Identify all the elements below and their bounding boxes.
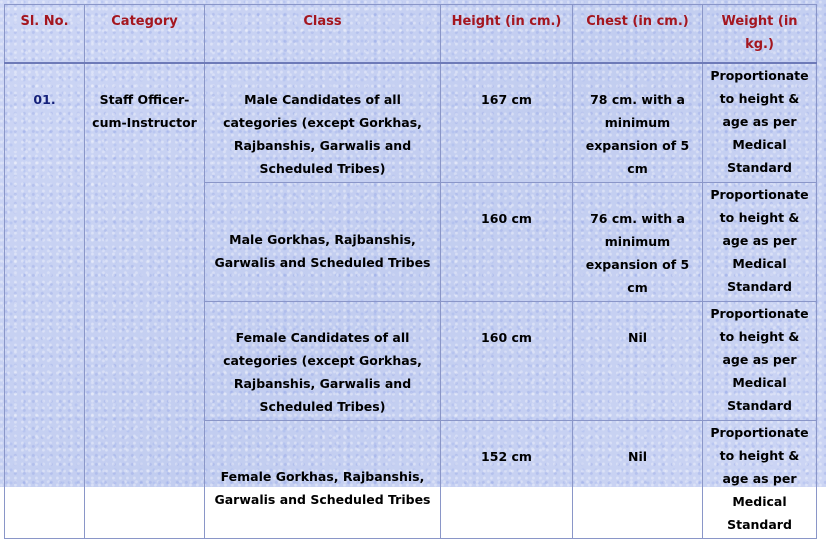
category-cell: Staff Officer-cum-Instructor xyxy=(85,63,205,539)
weight-cell: Proportionate to height & age as per Medical Standard xyxy=(703,301,817,420)
class-cell: Male Gorkhas, Rajbanshis, Garwalis and Scheduled Tribes xyxy=(205,182,441,301)
header-chest: Chest (in cm.) xyxy=(573,5,703,63)
weight-cell: Proportionate to height & age as per Medical Standard xyxy=(703,420,817,538)
chest-cell: 76 cm. with a minimum expansion of 5 cm xyxy=(573,182,703,301)
header-category: Category xyxy=(85,5,205,63)
header-sl-no: Sl. No. xyxy=(5,5,85,63)
header-class: Class xyxy=(205,5,441,63)
class-cell: Female Candidates of all categories (except Gorkhas, Rajbanshis, Garwalis and Scheduled Tribes) xyxy=(205,301,441,420)
height-cell: 160 cm xyxy=(441,301,573,420)
table-row xyxy=(5,63,817,183)
sl-no-cell: 01. xyxy=(5,63,85,539)
height-cell: 152 cm xyxy=(441,420,573,538)
height-cell: 167 cm xyxy=(441,63,573,183)
chest-cell: Nil xyxy=(573,301,703,420)
chest-cell: Nil xyxy=(573,420,703,538)
physical-standards-table xyxy=(4,4,817,539)
height-cell: 160 cm xyxy=(441,182,573,301)
class-cell: Female Gorkhas, Rajbanshis, Garwalis and Scheduled Tribes xyxy=(205,420,441,538)
header-height: Height (in cm.) xyxy=(441,5,573,63)
weight-cell: Proportionate to height & age as per Medical Standard xyxy=(703,182,817,301)
table-header-row xyxy=(5,5,817,63)
class-cell: Male Candidates of all categories (except Gorkhas, Rajbanshis, Garwalis and Scheduled Tribes) xyxy=(205,63,441,183)
chest-cell: 78 cm. with a minimum expansion of 5 cm xyxy=(573,63,703,183)
header-weight: Weight (in kg.) xyxy=(703,5,817,63)
weight-cell: Proportionate to height & age as per Medical Standard xyxy=(703,63,817,183)
